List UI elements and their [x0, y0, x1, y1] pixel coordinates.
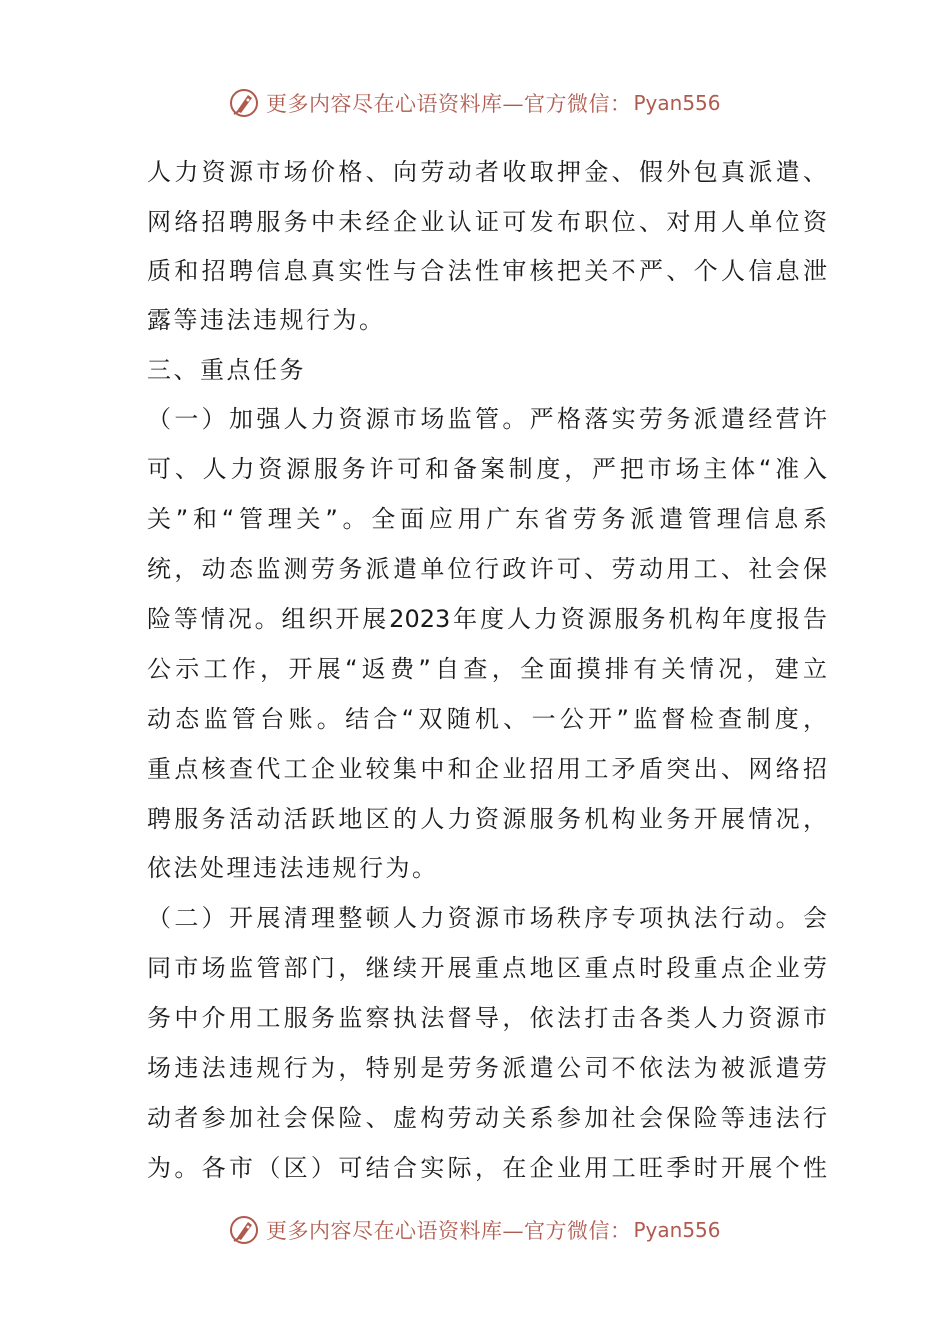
section-heading: 三、重点任务	[147, 356, 306, 384]
body-line: 露等违法违规行为。	[147, 306, 386, 334]
body-line: 务中介用工服务监察执法督导，依法打击各类人力资源市	[147, 1004, 827, 1032]
wechat-id: Pyan556	[633, 1218, 721, 1242]
body-line: 网络招聘服务中未经企业认证可发布职位、对用人单位资	[147, 208, 827, 236]
body-line: 关”和“管理关”。全面应用广东省劳务派遣管理信息系	[147, 505, 827, 533]
footer-banner	[0, 1210, 950, 1250]
body-line: 质和招聘信息真实性与合法性审核把关不严、个人信息泄	[147, 257, 827, 285]
body-line: 依法处理违法违规行为。	[147, 854, 439, 882]
body-line: 可、人力资源服务许可和备案制度，严把市场主体“准入	[147, 455, 827, 483]
header-banner	[0, 83, 950, 123]
body-line: 险等情况。组织开展2023年度人力资源服务机构年度报告	[147, 605, 827, 633]
body-line: 重点核查代工企业较集中和企业招用工矛盾突出、网络招	[147, 755, 827, 783]
pen-nib-logo-icon	[228, 87, 260, 119]
body-line: 场违法违规行为，特别是劳务派遣公司不依法为被派遣劳	[147, 1054, 827, 1082]
body-line: （二）开展清理整顿人力资源市场秩序专项执法行动。会	[147, 904, 827, 932]
body-line: 聘服务活动活跃地区的人力资源服务机构业务开展情况，	[147, 805, 827, 833]
body-line: 动者参加社会保险、虚构劳动关系参加社会保险等违法行	[147, 1104, 827, 1132]
body-line: 统，动态监测劳务派遣单位行政许可、劳动用工、社会保	[147, 555, 827, 583]
body-line: （一）加强人力资源市场监管。严格落实劳务派遣经营许	[147, 405, 827, 433]
body-line: 为。各市（区）可结合实际，在企业用工旺季时开展个性	[147, 1154, 827, 1182]
wechat-id: Pyan556	[633, 91, 721, 115]
banner-text: 更多内容尽在心语资料库—官方微信：	[266, 92, 632, 116]
body-line: 同市场监管部门，继续开展重点地区重点时段重点企业劳	[147, 954, 827, 982]
pen-nib-logo-icon	[228, 1214, 260, 1246]
banner-text: 更多内容尽在心语资料库—官方微信：	[266, 1219, 632, 1243]
body-line: 公示工作，开展“返费”自查，全面摸排有关情况，建立	[147, 655, 827, 683]
body-line: 人力资源市场价格、向劳动者收取押金、假外包真派遣、	[147, 158, 827, 186]
body-line: 动态监管台账。结合“双随机、一公开”监督检查制度，	[147, 705, 827, 733]
